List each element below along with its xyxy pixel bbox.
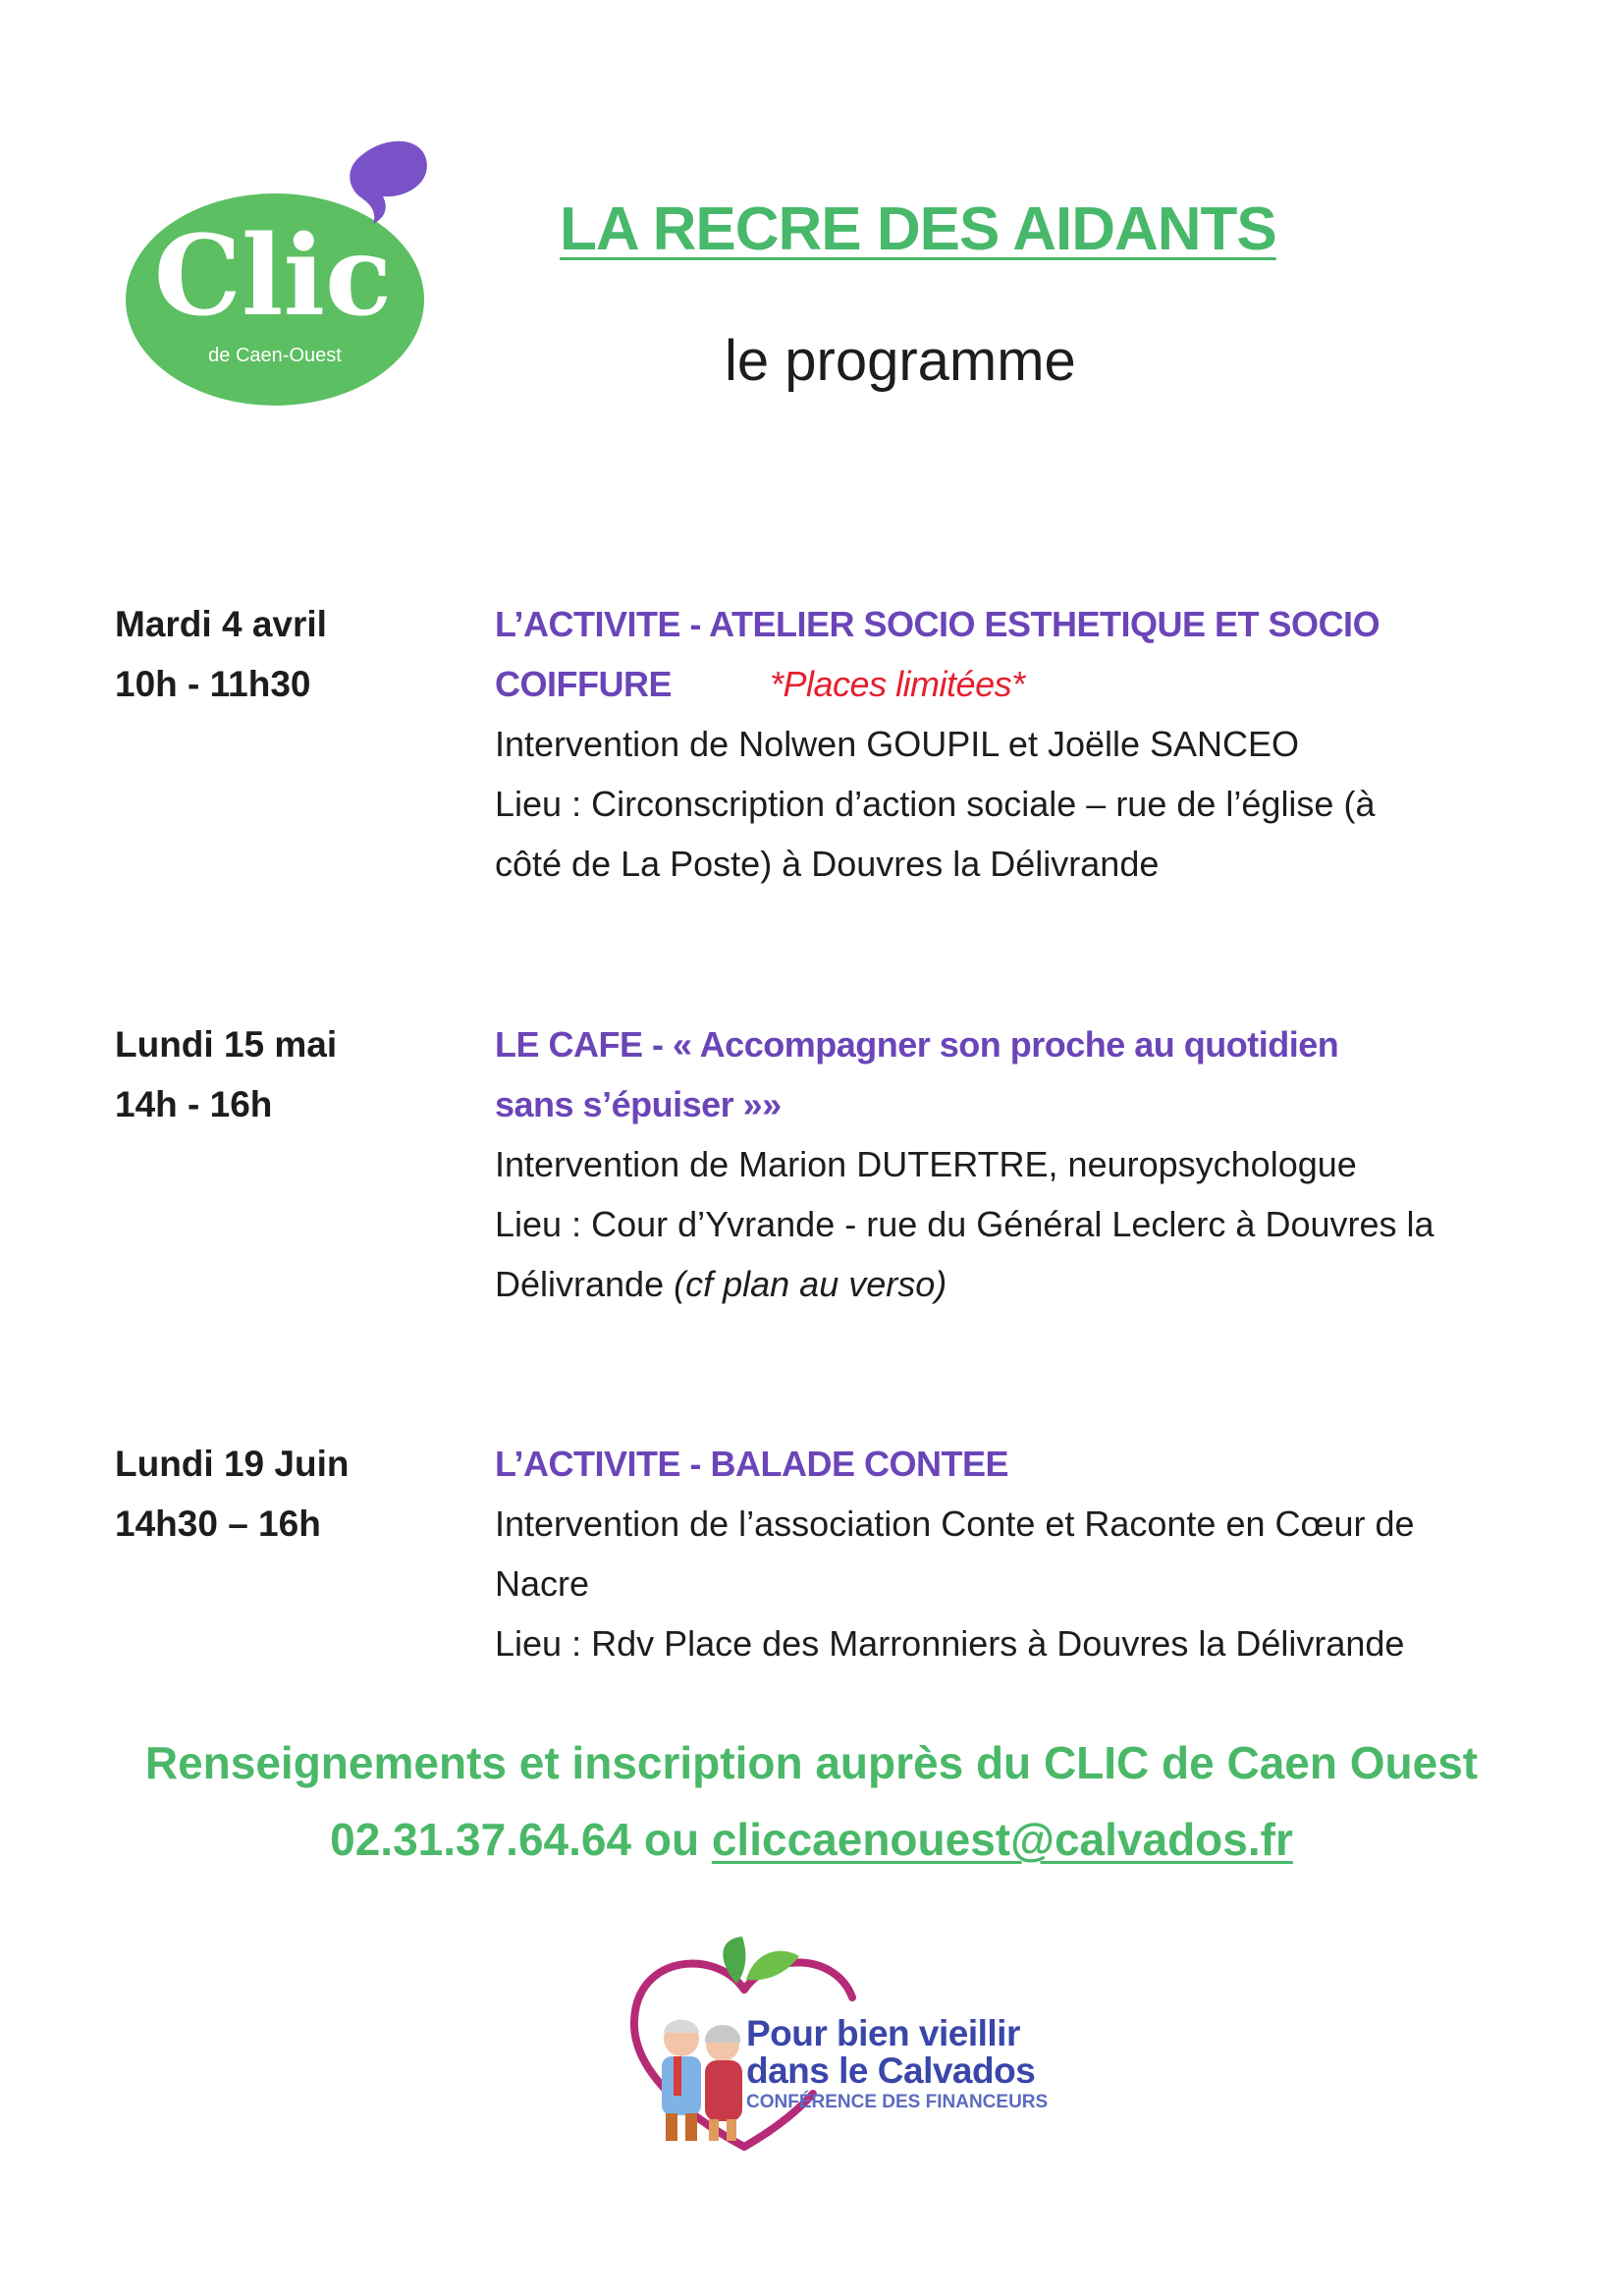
pbv-line3: CONFÉRENCE DES FINANCEURS (746, 2092, 1049, 2112)
clic-logo-subtext: de Caen-Ouest (208, 345, 342, 366)
event-description (495, 594, 1536, 894)
event-intervention: Intervention de Nolwen GOUPIL et Joëlle SANCEO (495, 724, 1300, 764)
event-date: Lundi 19 Juin (115, 1444, 350, 1484)
event-lieu: Lieu : Rdv Place des Marronniers à Douvres la Délivrande (495, 1623, 1405, 1664)
event-description (495, 1014, 1536, 1314)
event-heading-continued (495, 654, 1536, 714)
event-lieu-continued (495, 1254, 1536, 1314)
contact-separator: ou (631, 1814, 712, 1865)
event-date-block (115, 1434, 349, 1554)
event-lieu: Lieu : Circonscription d’action sociale – rue de l’église (à (495, 784, 1376, 824)
clic-logo (126, 128, 450, 412)
event-date: Mardi 4 avril (115, 604, 327, 644)
event-heading: LE CAFE - « Accompagner son proche au quotidien (495, 1024, 1339, 1065)
event-intervention-continued: Nacre (495, 1563, 590, 1604)
event-intervention: Intervention de Marion DUTERTRE, neuropsychologue (495, 1144, 1357, 1184)
pour-bien-vieillir-text (746, 2015, 1048, 2115)
phone-number: 02.31.37.64.64 (330, 1814, 632, 1865)
plan-note: (cf plan au verso) (674, 1264, 947, 1304)
event-time: 10h - 11h30 (115, 664, 311, 704)
event-description (495, 1434, 1536, 1673)
event-intervention: Intervention de l’association Conte et Raconte en Cœur de (495, 1503, 1415, 1544)
event-heading-continued: sans s’épuiser »» (495, 1084, 782, 1124)
event-heading: L’ACTIVITE - BALADE CONTEE (495, 1444, 1009, 1484)
email-link[interactable]: cliccaenouest@calvados.fr (711, 1814, 1293, 1865)
event-time: 14h30 – 16h (115, 1503, 321, 1544)
pbv-line1: Pour bien vieillir (746, 2013, 1020, 2053)
event-time: 14h - 16h (115, 1084, 273, 1124)
event-date: Lundi 15 mai (115, 1024, 338, 1065)
event-lieu: Lieu : Cour d’Yvrande - rue du Général Leclerc à Douvres la (495, 1204, 1434, 1244)
page-subtitle: le programme (725, 329, 1076, 393)
page-title: LA RECRE DES AIDANTS (560, 195, 1276, 263)
event-date-block (115, 1014, 337, 1134)
event-lieu-line2: Délivrande (495, 1264, 665, 1304)
event-heading: L’ACTIVITE - ATELIER SOCIO ESTHETIQUE ET SOCIO (495, 604, 1380, 644)
event-lieu-continued: côté de La Poste) à Douvres la Délivrande (495, 844, 1160, 884)
event-date-block (115, 594, 327, 714)
contact-details (0, 1813, 1623, 1866)
event-heading-line2: COIFFURE (495, 664, 672, 704)
clic-logo-text: Clic (153, 212, 393, 341)
contact-info: Renseignements et inscription auprès du CLIC de Caen Ouest (144, 1737, 1479, 1788)
places-limitees-note: *Places limitées* (770, 664, 1025, 704)
pbv-line2: dans le Calvados (746, 2050, 1036, 2091)
